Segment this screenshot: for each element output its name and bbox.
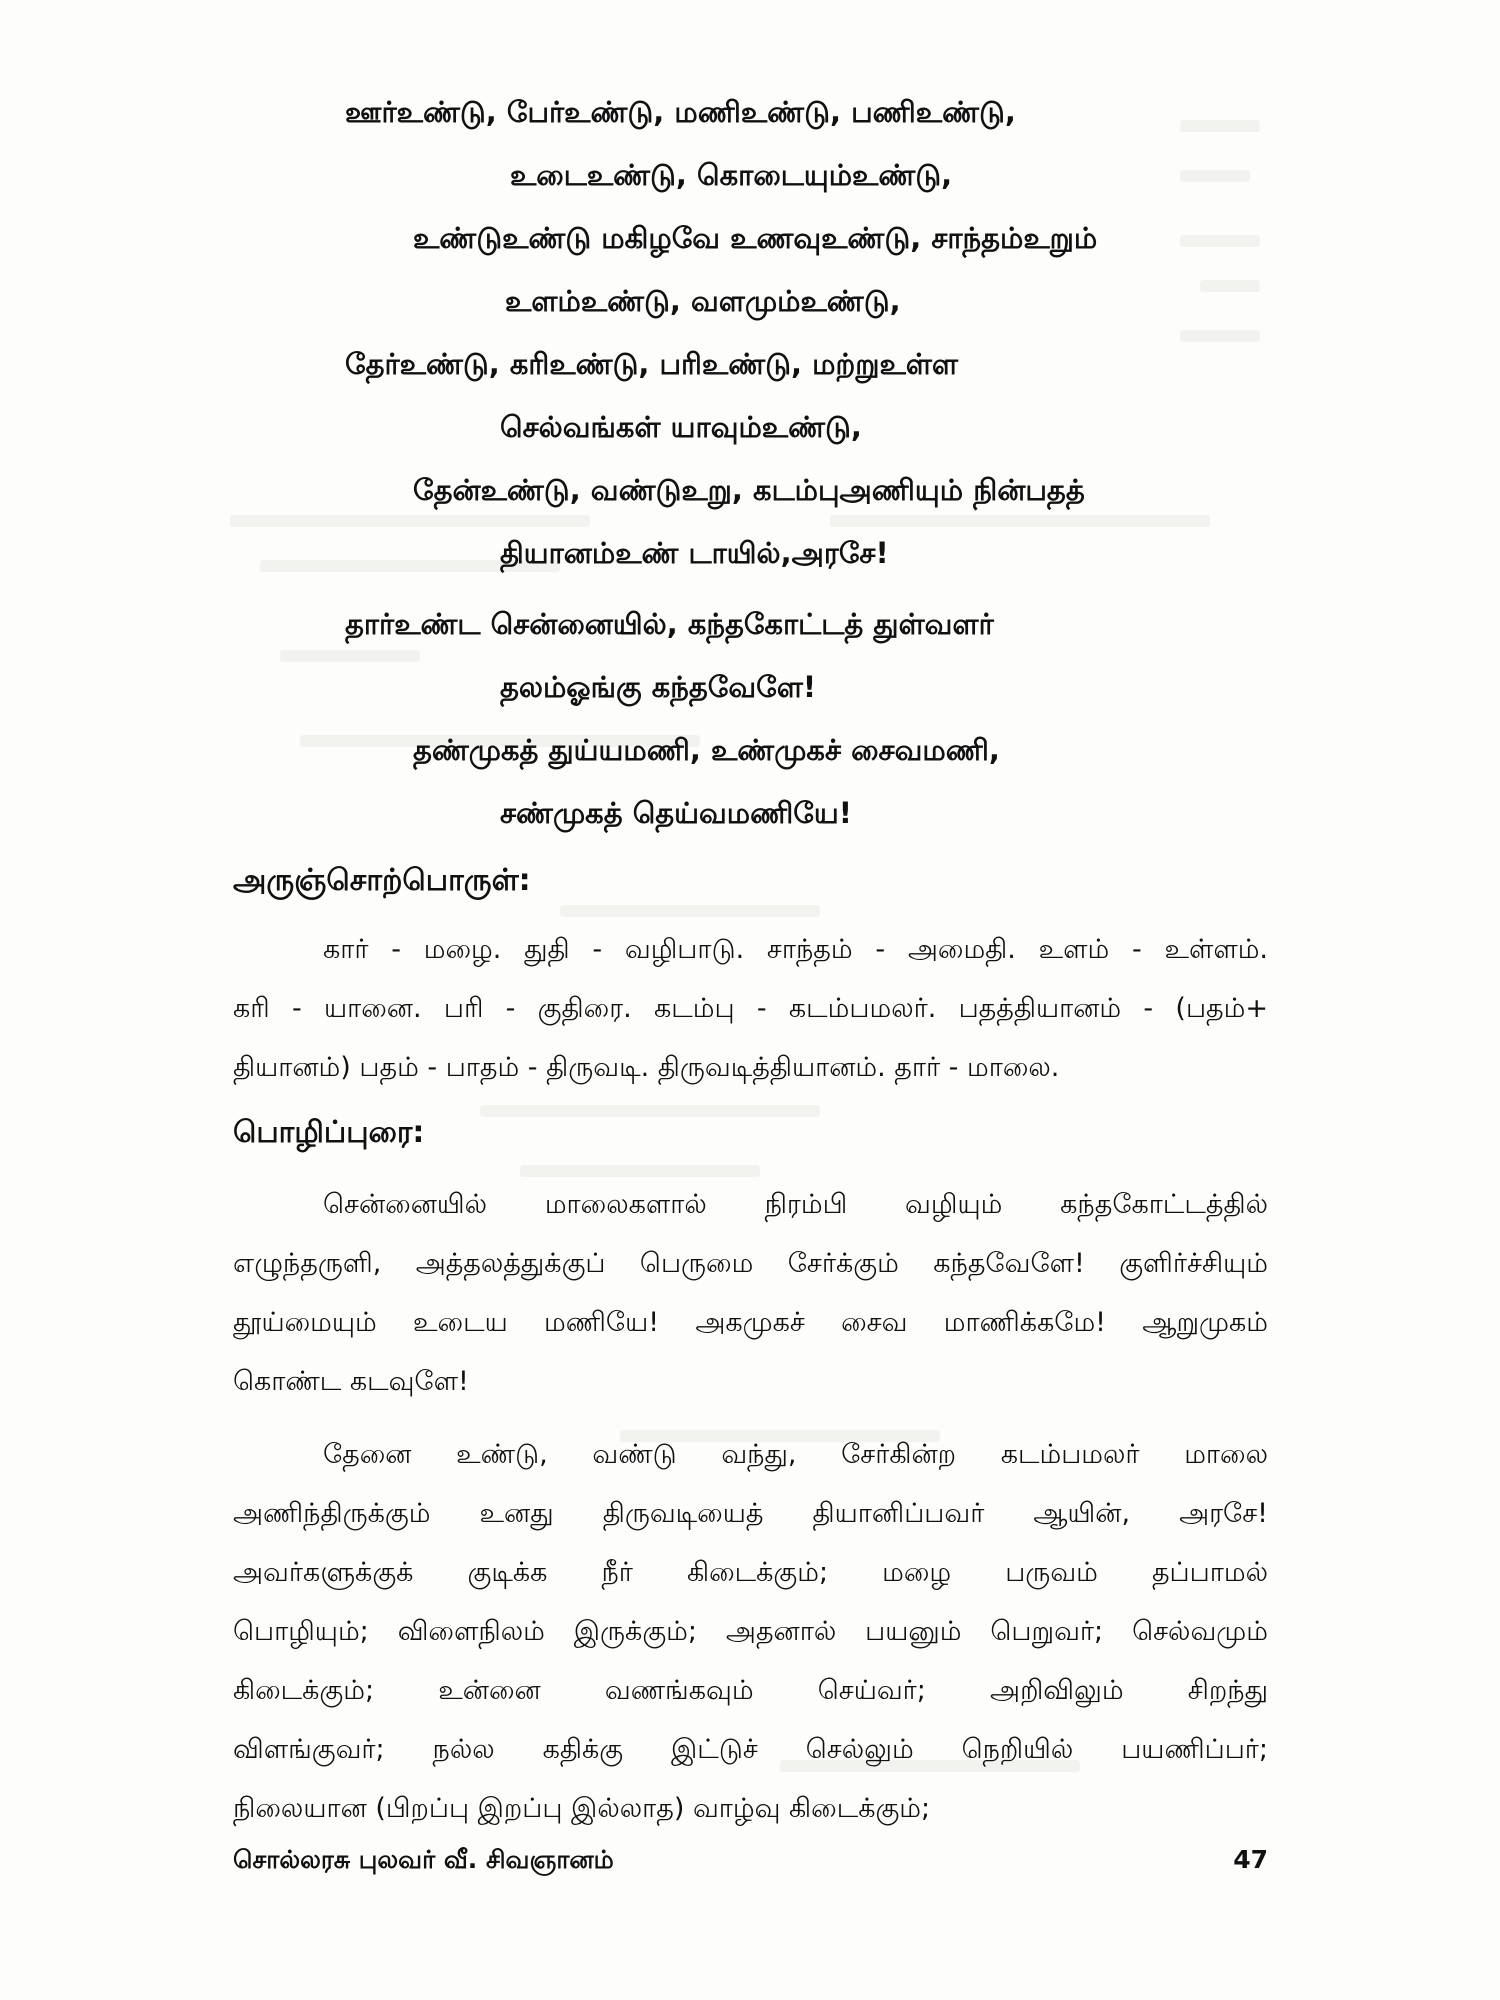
verse-line: தேன்உண்டு, வண்டுஉறு, கடம்புஅணியும் நின்பதத்: [413, 473, 1085, 507]
verse-line: தேர்உண்டு, கரிஉண்டு, பரிஉண்டு, மற்றுஉள்ள: [345, 347, 959, 381]
glossary-line: கரி - யானை. பரி - குதிரை. கடம்பு - கடம்பமலர். பதத்தியானம் - (பதம்+: [233, 993, 1268, 1024]
commentary-line: கொண்ட கடவுளே!: [233, 1366, 469, 1397]
glossary-heading: அருஞ்சொற்பொருள்:: [233, 863, 531, 898]
commentary-line: நிலையான (பிறப்பு இறப்பு இல்லாத) வாழ்வு கிடைக்கும்;: [233, 1793, 931, 1824]
footer-author: சொல்லரசு புலவர் வீ. சிவஞானம்: [233, 1845, 614, 1874]
commentary-line: சென்னையில் மாலைகளால் நிரம்பி வழியும் கந்தகோட்டத்தில்: [323, 1189, 1268, 1220]
glossary-text: [233, 920, 1268, 1097]
verse-line: தார்உண்ட சென்னையில், கந்தகோட்டத் துள்வளர்: [345, 607, 994, 641]
verse-line: தண்முகத் துய்யமணி, உண்முகச் சைவமணி,: [413, 733, 1000, 767]
commentary-paragraph-1: [233, 1175, 1268, 1411]
commentary-line: தூய்மையும் உடைய மணியே! அகமுகச் சைவ மாணிக்கமே! ஆறுமுகம்: [233, 1307, 1268, 1338]
glossary-line: கார் - மழை. துதி - வழிபாடு. சாந்தம் - அமைதி. உளம் - உள்ளம்.: [323, 934, 1268, 965]
verse-line: செல்வங்கள் யாவும்உண்டு,: [500, 410, 862, 444]
verse-line: உண்டுஉண்டு மகிழவே உணவுஉண்டு, சாந்தம்உறும்: [413, 221, 1098, 255]
commentary-line: விளங்குவர்; நல்ல கதிக்கு இட்டுச் செல்லும் நெறியில் பயணிப்பர்;: [233, 1734, 1268, 1765]
commentary-line: பொழியும்; விளைநிலம் இருக்கும்; அதனால் பயனும் பெறுவர்; செல்வமும்: [233, 1616, 1268, 1647]
verse-line: தலம்ஓங்கு கந்தவேளே!: [500, 670, 817, 704]
commentary-line: கிடைக்கும்; உன்னை வணங்கவும் செய்வர்; அறிவிலும் சிறந்து: [233, 1675, 1268, 1706]
commentary-line: அணிந்திருக்கும் உனது திருவடியைத் தியானிப்பவர் ஆயின், அரசே!: [233, 1498, 1268, 1529]
verse-line: உளம்உண்டு, வளமும்உண்டு,: [505, 284, 901, 318]
verse-line: உடைஉண்டு, கொடையும்உண்டு,: [510, 158, 953, 192]
commentary-line: தேனை உண்டு, வண்டு வந்து, சேர்கின்ற கடம்பமலர் மாலை: [323, 1439, 1268, 1470]
commentary-line: எழுந்தருளி, அத்தலத்துக்குப் பெருமை சேர்க்கும் கந்தவேளே! குளிர்ச்சியும்: [233, 1248, 1268, 1279]
glossary-line: தியானம்) பதம் - பாதம் - திருவடி. திருவடித்தியானம். தார் - மாலை.: [233, 1052, 1060, 1083]
verse-line: ஊர்உண்டு, பேர்உண்டு, மணிஉண்டு, பணிஉண்டு,: [345, 95, 1016, 129]
verse-line: தியானம்உண் டாயில்,அரசே!: [500, 536, 889, 570]
commentary-paragraph-2: [233, 1425, 1268, 1838]
verse-line: சண்முகத் தெய்வமணியே!: [500, 796, 852, 830]
commentary-line: அவர்களுக்குக் குடிக்க நீர் கிடைக்கும்; மழை பருவம் தப்பாமல்: [233, 1557, 1268, 1588]
page-number: 47: [1233, 1845, 1268, 1874]
commentary-heading: பொழிப்புரை:: [233, 1115, 425, 1150]
